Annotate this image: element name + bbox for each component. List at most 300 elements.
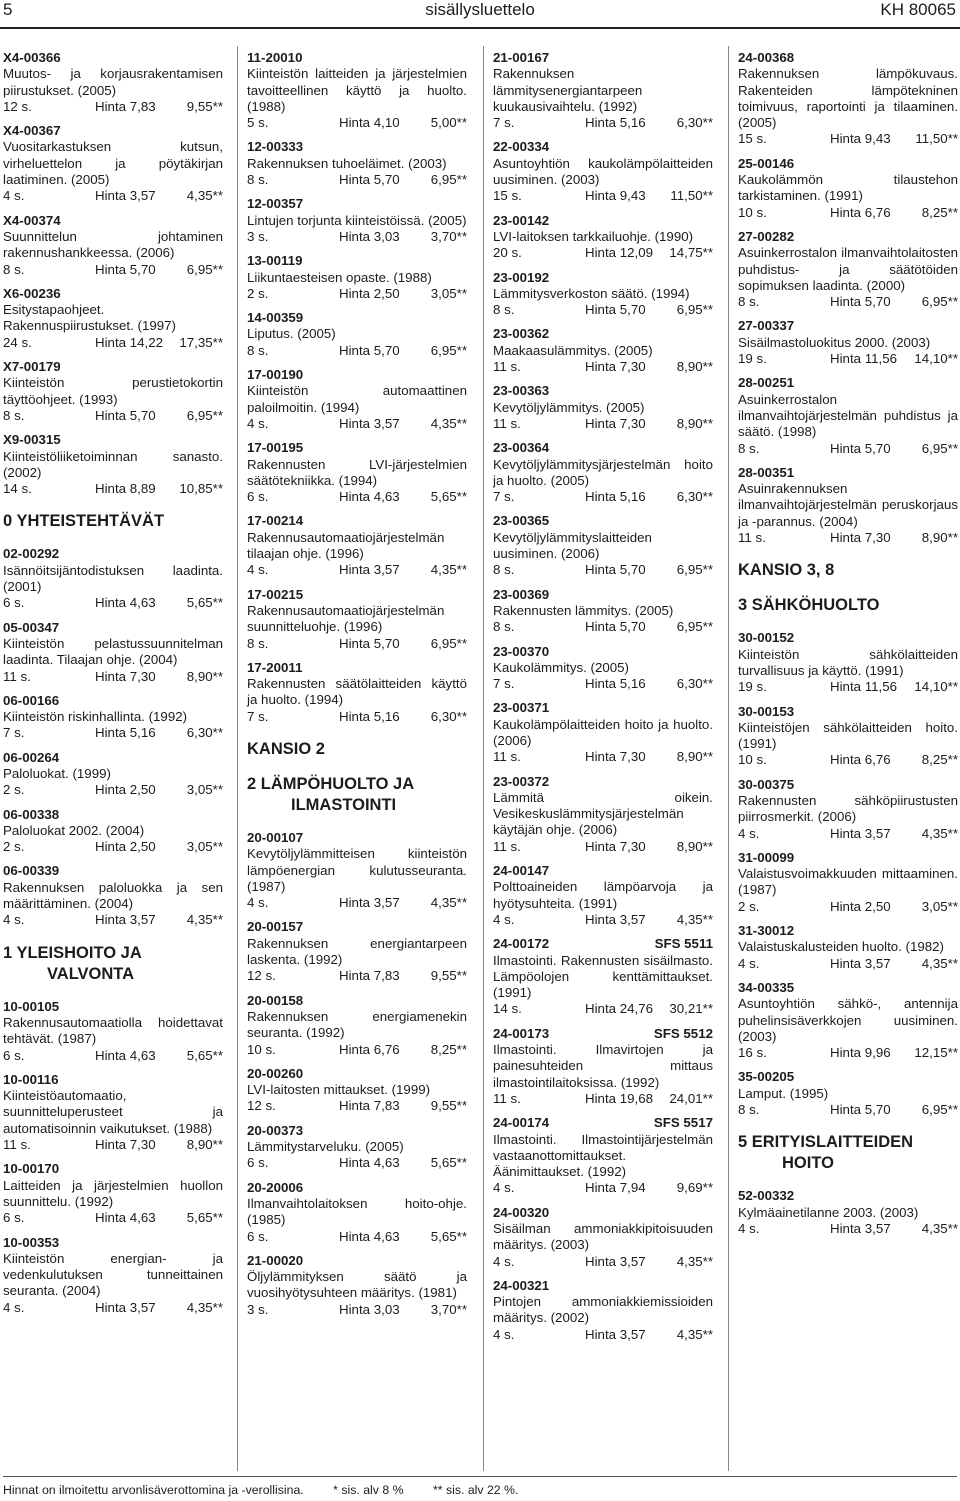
entry-price: Hinta 7,83	[339, 1098, 400, 1114]
sfs-standard: SFS 5512	[653, 1025, 713, 1041]
entry-price-group	[830, 1102, 958, 1118]
entry-code: X4-00367	[3, 123, 61, 139]
header-rule	[0, 27, 960, 29]
entry-code	[493, 1026, 713, 1042]
entry-title: Suunnittelun johtaminen rakennushankkeessa. (2006)	[3, 228, 223, 261]
entry-title: Kevytöljylämmitysjärjestelmän hoito ja huolto. (2005)	[493, 456, 713, 488]
entry-title: Kiinteistöautomaatio, suunnitteluperusteet ja automatisoinnin vaikutukset. (1988)	[3, 1088, 223, 1136]
entry-price-group	[339, 343, 467, 359]
entry-price-group	[585, 1091, 713, 1107]
entry-price-vat: 11,50**	[670, 188, 713, 204]
section-heading	[247, 739, 467, 760]
entry-price-vat: 6,95**	[921, 440, 958, 456]
entry-price: Hinta 24,76	[585, 1001, 654, 1017]
entry-pages: 11 s.	[738, 530, 766, 546]
entry-price: Hinta 4,63	[95, 1210, 156, 1226]
entry-price-row	[247, 1229, 467, 1245]
entry-price: Hinta 5,70	[95, 407, 156, 423]
entry-pages: 8 s.	[3, 261, 25, 277]
entry-pages: 4 s.	[3, 188, 25, 204]
entry-code: 28-00251	[738, 375, 795, 391]
entry-pages: 7 s.	[493, 115, 515, 131]
entry-price: Hinta 5,16	[585, 676, 646, 692]
entry-price-vat: 6,95**	[430, 172, 467, 188]
entry-price-vat: 5,65**	[186, 1047, 223, 1063]
entry-code: 23-00364	[493, 440, 550, 456]
entry-pages: 6 s.	[3, 595, 25, 611]
entry-price-row	[493, 1327, 713, 1343]
catalog-entry	[493, 700, 713, 765]
entry-price: Hinta 4,10	[339, 115, 400, 131]
entry-title: Laitteiden ja järjestelmien huollon suunnittelu. (1992)	[3, 1177, 223, 1209]
entry-pages: 8 s.	[493, 619, 515, 635]
section-heading-line: VALVONTA	[47, 964, 135, 983]
entry-code: 31-30012	[738, 923, 795, 939]
catalog-entry	[3, 750, 223, 799]
entry-price: Hinta 7,83	[95, 98, 156, 114]
catalog-entry	[493, 1278, 713, 1343]
catalog-entry	[247, 919, 467, 984]
entry-pages: 8 s.	[3, 407, 25, 423]
entry-price-group	[830, 131, 958, 147]
entry-price-group	[830, 351, 958, 367]
entry-price-row	[3, 1048, 223, 1064]
entry-pages: 12 s.	[247, 1098, 276, 1114]
entry-title: Öljylämmityksen säätö ja vuosihyötysuhteen määritys. (1981)	[247, 1269, 467, 1301]
entry-price: Hinta 5,70	[339, 342, 400, 358]
section-heading-line: 3 SÄHKÖHUOLTO	[738, 596, 880, 615]
column-divider	[728, 46, 729, 1471]
entry-code: 21-00020	[247, 1252, 304, 1268]
entry-price-vat: 8,90**	[676, 838, 713, 854]
entry-pages: 6 s.	[247, 1155, 269, 1171]
entry-price-row	[3, 912, 223, 928]
entry-price: Hinta 5,16	[585, 115, 646, 131]
entry-code: 23-00363	[493, 383, 550, 399]
entry-price-group	[339, 115, 467, 131]
entry-pages: 8 s.	[738, 440, 760, 456]
entry-price-group	[95, 1048, 223, 1064]
entry-code: 24-00320	[493, 1204, 550, 1220]
entry-price: Hinta 3,57	[830, 955, 891, 971]
entry-price-row	[493, 749, 713, 765]
entry-title: Lämmitystarveluku. (2005)	[247, 1139, 404, 1155]
entry-price-row	[493, 245, 713, 261]
entry-pages: 11 s.	[493, 1090, 521, 1106]
entry-title: Rakennusautomaatiolla hoidettavat tehtävät. (1987)	[3, 1014, 223, 1047]
entry-code: 06-00339	[3, 863, 60, 879]
catalog-entry	[3, 999, 223, 1064]
entry-pages: 4 s.	[493, 911, 515, 927]
entry-price-row	[3, 408, 223, 424]
entry-price: Hinta 4,63	[95, 1047, 156, 1063]
entry-title: Kylmäainetilanne 2003. (2003)	[738, 1204, 919, 1220]
catalog-entry	[247, 440, 467, 505]
entry-price-group	[95, 782, 223, 798]
entry-price-vat: 9,55**	[430, 1098, 467, 1114]
entry-price-group	[339, 229, 467, 245]
entry-pages: 19 s.	[738, 679, 767, 695]
entry-price-group	[95, 1210, 223, 1226]
catalog-entry	[493, 587, 713, 636]
entry-code	[493, 936, 713, 952]
catalog-entry	[247, 139, 467, 188]
entry-price-group	[339, 895, 467, 911]
entry-price-vat: 3,05**	[921, 898, 958, 914]
entry-title: Lämmitä oikein. Vesikeskuslämmitysjärjestelmän käytäjän ohje. (2006)	[493, 789, 713, 838]
entry-price: Hinta 3,57	[585, 1253, 646, 1269]
entry-price-group	[339, 172, 467, 188]
page-number: 5	[3, 0, 13, 19]
entry-price-vat: 4,35**	[921, 1220, 958, 1236]
entry-pages: 8 s.	[493, 562, 515, 578]
entry-price-row	[3, 725, 223, 741]
entry-code: 23-00372	[493, 773, 550, 789]
entry-price: Hinta 7,30	[585, 749, 646, 765]
entry-title: Kiinteistön riskinhallinta. (1992)	[3, 709, 188, 725]
entry-price-group	[830, 1221, 958, 1237]
entry-title: Liputus. (2005)	[247, 326, 336, 342]
entry-code: 23-00192	[493, 269, 550, 285]
entry-price-row	[247, 172, 467, 188]
entry-price-vat: 4,35**	[676, 911, 713, 927]
entry-code: 10-00105	[3, 998, 60, 1014]
entry-price-vat: 6,30**	[430, 708, 467, 724]
entry-pages: 7 s.	[3, 725, 25, 741]
entry-price-group	[95, 725, 223, 741]
entry-price-group	[95, 669, 223, 685]
entry-title: Kaukolämmön tilaustehon tarkistaminen. (1991)	[738, 172, 958, 204]
entry-pages: 14 s.	[3, 481, 32, 497]
entry-pages: 4 s.	[247, 562, 269, 578]
entry-price-group	[585, 489, 713, 505]
entry-price-vat: 5,65**	[430, 1228, 467, 1244]
entry-price-row	[493, 1254, 713, 1270]
catalog-entry	[3, 286, 223, 351]
catalog-entry	[738, 318, 958, 367]
entry-title: Kiinteistön perustietokortin täyttöohjeet. (1993)	[3, 375, 223, 407]
entry-title: Paloluokat 2002. (2004)	[3, 822, 145, 838]
entry-price: Hinta 8,89	[95, 481, 156, 497]
entry-price-group	[830, 1045, 958, 1061]
sfs-standard: SFS 5517	[653, 1115, 713, 1131]
catalog-entry	[738, 850, 958, 915]
entry-pages: 11 s.	[3, 1137, 31, 1153]
entry-price-row	[493, 839, 713, 855]
entry-price-row	[3, 99, 223, 115]
entry-title: Kevytöljylämmitys. (2005)	[493, 399, 645, 415]
entry-price-vat: 5,65**	[430, 489, 467, 505]
entry-title: Sisäilman ammoniakkipitoisuuden määritys. (2003)	[493, 1221, 713, 1253]
catalog-entry	[493, 270, 713, 319]
entry-price-row	[247, 968, 467, 984]
entry-price-row	[493, 676, 713, 692]
entry-price-row	[247, 562, 467, 578]
entry-price-vat: 4,35**	[430, 415, 467, 431]
entry-title: Asuntoyhtiön kaukolämpölaitteiden uusiminen. (2003)	[493, 155, 713, 188]
entry-pages: 6 s.	[247, 489, 269, 505]
entry-price: Hinta 5,70	[95, 261, 156, 277]
entry-price: Hinta 4,63	[95, 595, 156, 611]
entry-title: Rakennusten sähköpiirustusten piirrosmerkit. (2006)	[738, 792, 958, 825]
catalog-entry	[247, 1180, 467, 1245]
entry-price: Hinta 3,57	[830, 825, 891, 841]
entry-price: Hinta 19,68	[585, 1090, 654, 1106]
entry-code-number: 24-00173	[493, 1025, 550, 1041]
entry-price: Hinta 6,76	[830, 204, 891, 220]
entry-price-group	[585, 749, 713, 765]
entry-price-vat: 6,95**	[186, 261, 223, 277]
entry-price: Hinta 3,57	[339, 562, 400, 578]
entry-title: Kiinteistöliiketoiminnan sanasto. (2002)	[3, 448, 223, 480]
entry-pages: 11 s.	[493, 359, 521, 375]
entry-price: Hinta 5,70	[339, 635, 400, 651]
entry-code: 34-00335	[738, 979, 795, 995]
entry-price-group	[830, 752, 958, 768]
entry-price-row	[738, 1102, 958, 1118]
entry-price-vat: 24,01**	[669, 1090, 713, 1106]
entry-price-vat: 12,15**	[914, 1045, 958, 1061]
entry-title: Rakennuksen tuhoeläimet. (2003)	[247, 155, 447, 171]
entry-price-group	[830, 205, 958, 221]
section-heading	[738, 1132, 958, 1174]
catalog-entry	[3, 50, 223, 115]
entry-pages: 5 s.	[247, 115, 269, 131]
catalog-entry	[3, 213, 223, 278]
entry-pages: 3 s.	[247, 1301, 269, 1317]
entry-price-vat: 6,95**	[676, 302, 713, 318]
entry-price-row	[738, 1221, 958, 1237]
entry-pages: 4 s.	[738, 825, 760, 841]
entry-price: Hinta 9,43	[585, 188, 646, 204]
entry-code: 23-00362	[493, 326, 550, 342]
entry-pages: 4 s.	[738, 955, 760, 971]
entry-price-row	[738, 205, 958, 221]
entry-price-row	[738, 899, 958, 915]
entry-code-number: 24-00172	[493, 936, 550, 952]
entry-pages: 15 s.	[493, 188, 522, 204]
catalog-entry	[493, 1026, 713, 1107]
entry-pages: 19 s.	[738, 351, 767, 367]
entry-price-row	[247, 709, 467, 725]
entry-price-row	[247, 229, 467, 245]
entry-price-row	[493, 416, 713, 432]
entry-price-vat: 8,90**	[676, 749, 713, 765]
entry-price-vat: 3,05**	[430, 285, 467, 301]
column-divider	[483, 46, 484, 1471]
entry-price-vat: 5,00**	[430, 115, 467, 131]
entry-price: Hinta 7,30	[830, 530, 891, 546]
entry-price-group	[339, 968, 467, 984]
entry-price: Hinta 3,57	[585, 1326, 646, 1342]
entry-title: Ilmastointi. Ilmavirtojen ja painesuhteiden mittaus ilmastointilaitoksissa. (1992)	[493, 1042, 713, 1090]
document-code: KH 80065	[880, 0, 956, 19]
entry-price-row	[3, 262, 223, 278]
entry-code: 06-00264	[3, 749, 60, 765]
entry-price-vat: 4,35**	[186, 188, 223, 204]
entry-pages: 6 s.	[3, 1047, 25, 1063]
entry-price-group	[339, 1098, 467, 1114]
entry-price-group	[339, 286, 467, 302]
entry-price: Hinta 5,16	[95, 725, 156, 741]
entry-code: X9-00315	[3, 432, 61, 448]
entry-price-vat: 4,35**	[430, 562, 467, 578]
entry-title: Kiinteistön sähkölaitteiden turvallisuus ja käyttö. (1991)	[738, 646, 958, 678]
entry-price: Hinta 3,57	[339, 895, 400, 911]
entry-price-group	[585, 245, 713, 261]
entry-code: 24-00147	[493, 863, 550, 879]
catalog-entry	[247, 1123, 467, 1172]
catalog-entry	[738, 375, 958, 456]
entry-price-group	[585, 676, 713, 692]
entry-code: 24-00368	[738, 50, 795, 65]
entry-price-row	[493, 562, 713, 578]
vat-note-8: * sis. alv 8 %	[333, 1483, 404, 1497]
entry-code: 28-00351	[738, 464, 795, 480]
entry-title: Kiinteistön pelastussuunnitelman laadinta. Tilaajan ohje. (2004)	[3, 635, 223, 668]
entry-code: 31-00099	[738, 849, 795, 865]
entry-price-row	[738, 294, 958, 310]
entry-pages: 6 s.	[247, 1228, 269, 1244]
catalog-entry	[247, 253, 467, 302]
entry-price-group	[830, 899, 958, 915]
column-3	[493, 50, 713, 1351]
entry-price-vat: 17,35**	[179, 334, 223, 350]
entry-pages: 4 s.	[493, 1253, 515, 1269]
sfs-standard: SFS 5511	[654, 936, 713, 952]
entry-price: Hinta 5,16	[339, 708, 400, 724]
entry-pages: 8 s.	[738, 294, 760, 310]
entry-pages: 8 s.	[247, 172, 269, 188]
entry-price: Hinta 7,30	[585, 415, 646, 431]
entry-price-row	[247, 895, 467, 911]
entry-price-row	[738, 131, 958, 147]
entry-price-row	[738, 441, 958, 457]
entry-price: Hinta 2,50	[830, 898, 891, 914]
entry-price-group	[585, 912, 713, 928]
entry-pages: 4 s.	[247, 415, 269, 431]
entry-price-group	[830, 826, 958, 842]
entry-price-vat: 6,30**	[676, 115, 713, 131]
entry-price: Hinta 3,03	[339, 228, 400, 244]
entry-title: Rakennusten säätölaitteiden käyttö ja huolto. (1994)	[247, 676, 467, 708]
entry-price: Hinta 5,70	[585, 302, 646, 318]
entry-price-vat: 4,35**	[186, 912, 223, 928]
entry-code: 14-00359	[247, 310, 304, 326]
entry-price-group	[830, 294, 958, 310]
page-title: sisällysluettelo	[425, 0, 535, 19]
entry-price-row	[3, 188, 223, 204]
entry-price: Hinta 3,57	[585, 911, 646, 927]
entry-price-row	[247, 489, 467, 505]
entry-pages: 4 s.	[493, 1180, 515, 1196]
entry-title: Asuinkerrostalon ilmanvaihtolaitosten puhdistus- ja säätötöiden sopimuksen laadinta. (2000)	[738, 245, 958, 293]
entry-price-group	[585, 188, 713, 204]
entry-code: 10-00353	[3, 1234, 60, 1250]
catalog-entry	[493, 440, 713, 505]
entry-pages: 11 s.	[493, 838, 521, 854]
entry-price: Hinta 5,70	[830, 440, 891, 456]
entry-price: Hinta 7,30	[95, 1137, 156, 1153]
entry-pages: 10 s.	[738, 752, 767, 768]
section-heading	[3, 943, 223, 985]
section-heading-line: 1 YLEISHOITO JA	[3, 943, 142, 962]
entry-code	[493, 1115, 713, 1131]
section-heading-line: ILMASTOINTI	[291, 795, 397, 814]
catalog-entry	[247, 1253, 467, 1318]
entry-price-group	[95, 839, 223, 855]
catalog-entry	[3, 123, 223, 204]
entry-title: Ilmastointi. Rakennusten sisäilmasto. Lämpöolojen kenttämittaukset. (1991)	[493, 952, 713, 1001]
catalog-entry	[247, 513, 467, 578]
entry-code: 12-00333	[247, 139, 304, 155]
entry-pages: 4 s.	[3, 912, 25, 928]
entry-title: Pintojen ammoniakkiemissioiden määritys. (2002)	[493, 1294, 713, 1326]
entry-price-vat: 14,75**	[669, 245, 713, 261]
entry-pages: 8 s.	[247, 342, 269, 358]
entry-price: Hinta 4,63	[339, 489, 400, 505]
entry-price-vat: 3,05**	[186, 839, 223, 855]
entry-price-group	[339, 562, 467, 578]
catalog-entry	[738, 704, 958, 769]
catalog-entry	[493, 213, 713, 262]
entry-price: Hinta 5,70	[830, 294, 891, 310]
entry-price-row	[738, 1045, 958, 1061]
entry-price: Hinta 7,94	[585, 1180, 646, 1196]
entry-title: Paloluokat. (1999)	[3, 765, 111, 781]
entry-code: 20-00373	[247, 1122, 304, 1138]
entry-title: Lintujen torjunta kiinteistöissä. (2005)	[247, 212, 467, 228]
page-footer	[3, 1476, 957, 1497]
entry-price-group	[339, 489, 467, 505]
entry-price-row	[493, 1180, 713, 1196]
entry-pages: 4 s.	[247, 895, 269, 911]
entry-code: 23-00371	[493, 700, 550, 716]
entry-code: 17-00195	[247, 440, 304, 456]
entry-pages: 8 s.	[738, 1102, 760, 1118]
catalog-entry	[247, 196, 467, 245]
entry-price: Hinta 5,70	[585, 619, 646, 635]
entry-price-group	[339, 1155, 467, 1171]
entry-price-vat: 4,35**	[186, 1299, 223, 1315]
entry-price-vat: 6,30**	[676, 676, 713, 692]
entry-price-vat: 6,95**	[676, 619, 713, 635]
catalog-entry	[738, 50, 958, 148]
entry-price-row	[247, 1042, 467, 1058]
catalog-entry	[3, 546, 223, 611]
entry-code: 20-00260	[247, 1065, 304, 1081]
entry-price: Hinta 9,96	[830, 1045, 891, 1061]
entry-title: Kevytöljylämmityslaitteiden uusiminen. (2006)	[493, 529, 652, 562]
entry-title: Isännöitsijäntodistuksen laadinta. (2001)	[3, 562, 223, 595]
entry-title: Rakennusten LVI-järjestelmien säätötekniikka. (1994)	[247, 456, 467, 488]
catalog-entry	[738, 923, 958, 972]
entry-price-row	[493, 359, 713, 375]
entry-price-row	[493, 619, 713, 635]
entry-price-group	[585, 839, 713, 855]
entry-price-group	[339, 1302, 467, 1318]
entry-price: Hinta 7,30	[585, 359, 646, 375]
catalog-entry	[738, 630, 958, 695]
entry-price-group	[339, 1229, 467, 1245]
entry-price: Hinta 3,03	[339, 1301, 400, 1317]
catalog-entry	[738, 980, 958, 1061]
entry-price-row	[493, 115, 713, 131]
entry-price-vat: 4,35**	[676, 1326, 713, 1342]
entry-price: Hinta 2,50	[95, 839, 156, 855]
catalog-entry	[493, 863, 713, 928]
catalog-entry	[493, 326, 713, 375]
